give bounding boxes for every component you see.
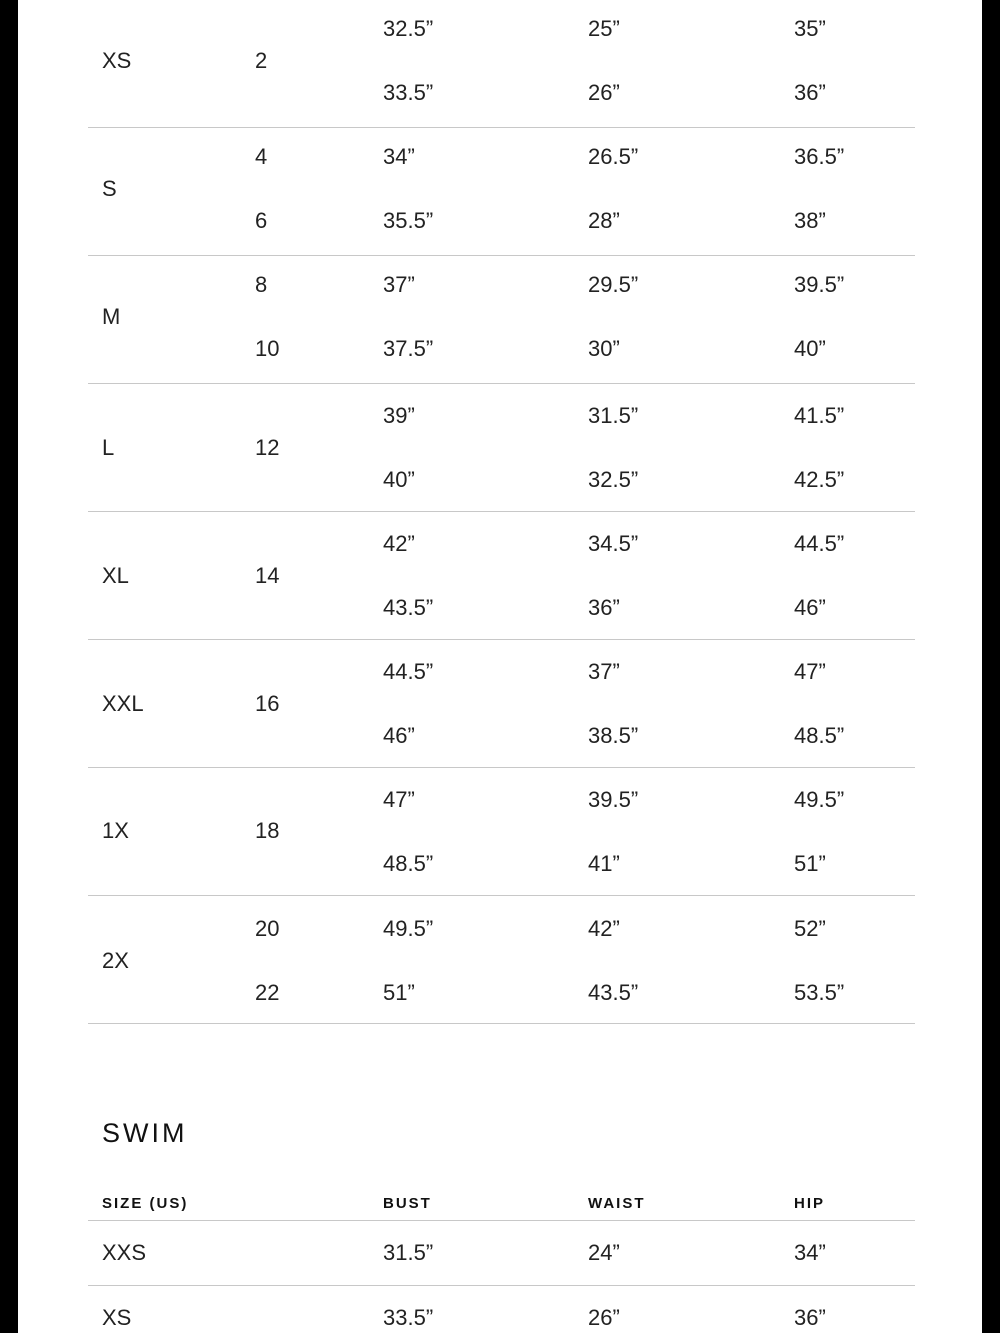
size-chart-page [18,0,982,1333]
size-numeric: 22 [255,980,280,1005]
size-letter: XXL [102,691,144,716]
size-letter: 2X [102,948,129,973]
size-numeric: 18 [255,818,280,843]
swim-table-header [88,1188,915,1221]
hip-value: 36” [794,1305,826,1330]
size-numeric: 20 [255,916,280,941]
size-letter: XL [102,563,129,588]
bust-max: 43.5” [383,595,434,620]
size-letter: L [102,435,115,460]
column-header-size: SIZE (US) [102,1195,189,1212]
size-letter: XS [102,1305,132,1330]
table-row [88,127,915,256]
size-numeric: 16 [255,691,280,716]
waist-max: 43.5” [588,980,639,1005]
table-row [88,511,915,640]
table-row [88,0,915,128]
size-letter: M [102,304,121,329]
waist-min: 25” [588,16,620,41]
table-row [88,255,915,384]
hip-min: 52” [794,916,826,941]
bust-max: 37.5” [383,336,434,361]
waist-min: 29.5” [588,272,639,297]
table-row [88,1221,915,1286]
table-row [88,1286,915,1333]
hip-min: 39.5” [794,272,845,297]
bust-value: 31.5” [383,1240,434,1265]
size-numeric: 10 [255,336,280,361]
bust-max: 33.5” [383,80,434,105]
size-numeric: 4 [255,144,268,169]
bust-min: 37” [383,272,415,297]
size-letter: S [102,176,117,201]
size-numeric: 8 [255,272,268,297]
hip-max: 36” [794,80,826,105]
hip-min: 41.5” [794,403,845,428]
bust-min: 44.5” [383,659,434,684]
waist-value: 24” [588,1240,620,1265]
hip-min: 36.5” [794,144,845,169]
waist-max: 28” [588,208,620,233]
column-header-waist: WAIST [588,1195,646,1212]
column-header-bust: BUST [383,1195,432,1212]
size-letter: XS [102,48,132,73]
bust-max: 46” [383,723,415,748]
hip-min: 47” [794,659,826,684]
bust-max: 40” [383,467,415,492]
bust-value: 33.5” [383,1305,434,1330]
waist-min: 34.5” [588,531,639,556]
hip-value: 34” [794,1240,826,1265]
hip-max: 38” [794,208,826,233]
hip-max: 40” [794,336,826,361]
waist-value: 26” [588,1305,620,1330]
bust-min: 32.5” [383,16,434,41]
bust-min: 42” [383,531,415,556]
waist-max: 38.5” [588,723,639,748]
waist-min: 42” [588,916,620,941]
hip-min: 49.5” [794,787,845,812]
hip-min: 44.5” [794,531,845,556]
hip-max: 51” [794,851,826,876]
hip-max: 53.5” [794,980,845,1005]
size-letter: XXS [102,1240,147,1265]
hip-max: 46” [794,595,826,620]
hip-max: 48.5” [794,723,845,748]
hip-min: 35” [794,16,826,41]
size-numeric: 12 [255,435,280,460]
bust-max: 48.5” [383,851,434,876]
waist-min: 37” [588,659,620,684]
table-row [88,767,915,896]
waist-max: 26” [588,80,620,105]
waist-min: 26.5” [588,144,639,169]
waist-min: 39.5” [588,787,639,812]
waist-max: 30” [588,336,620,361]
bust-max: 35.5” [383,208,434,233]
waist-min: 31.5” [588,403,639,428]
table-row [88,383,915,512]
size-numeric: 2 [255,48,268,73]
bust-min: 39” [383,403,415,428]
bust-min: 34” [383,144,415,169]
size-numeric: 6 [255,208,268,233]
waist-max: 41” [588,851,620,876]
column-header-hip: HIP [794,1195,826,1212]
size-letter: 1X [102,818,129,843]
size-numeric: 14 [255,563,280,588]
section-title-swim: SWIM [102,1118,188,1148]
bust-min: 47” [383,787,415,812]
table-row [88,895,915,1024]
table-row [88,639,915,768]
bust-min: 49.5” [383,916,434,941]
hip-max: 42.5” [794,467,845,492]
bust-max: 51” [383,980,415,1005]
waist-max: 32.5” [588,467,639,492]
waist-max: 36” [588,595,620,620]
